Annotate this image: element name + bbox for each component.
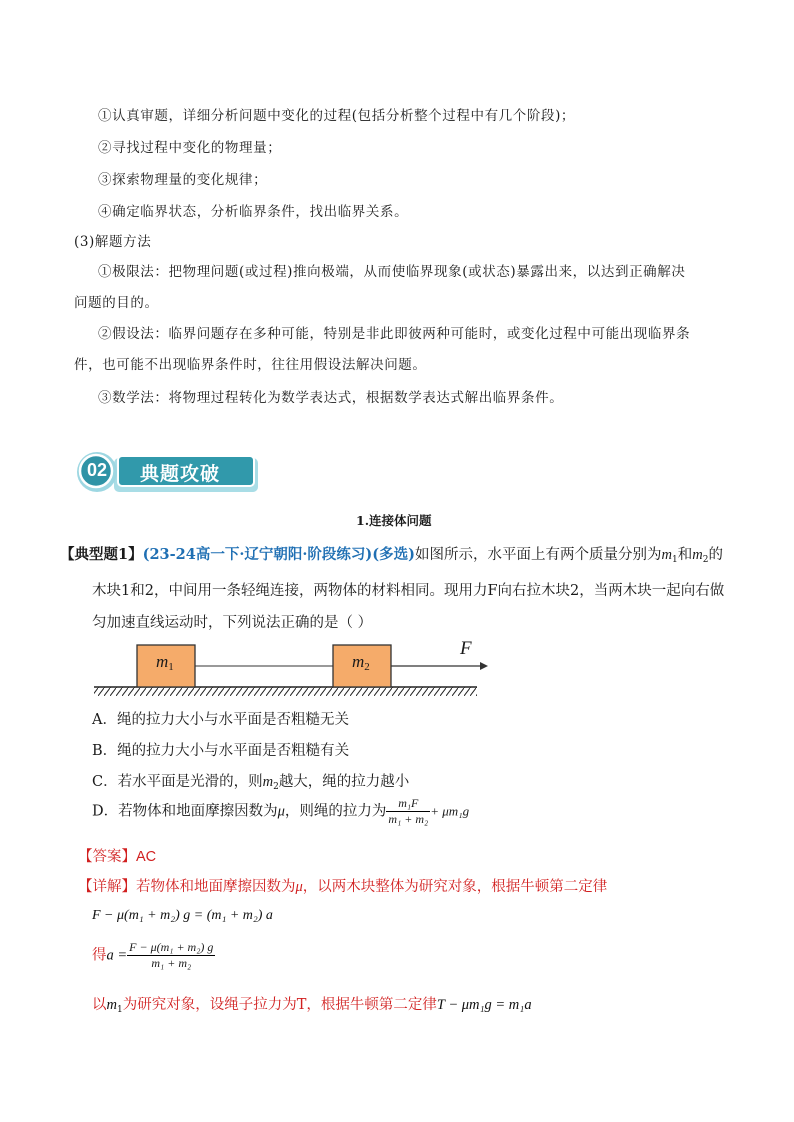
method-3: ③数学法：将物理过程转化为数学表达式，根据数学表达式解出临界条件。 xyxy=(98,390,564,406)
equation-3: T − μm₁g = m₁a xyxy=(436,997,532,1013)
question-line-3: 匀加速直线运动时，下列说法正确的是（ ） xyxy=(92,615,373,631)
block-2-sub: 2 xyxy=(364,661,370,673)
solution-get: 得 xyxy=(92,947,107,964)
step-1: ①认真审题，详细分析问题中变化的过程(包括分析整个过程中有几个阶段)； xyxy=(98,108,576,124)
question-tag: 【典型题1】 xyxy=(60,546,143,563)
option-c xyxy=(92,770,409,792)
option-d-tail: + μm₁g xyxy=(430,803,470,819)
arrow-head xyxy=(480,662,488,670)
answer-label: 【答案】 xyxy=(78,849,136,865)
step-4: ④确定临界状态，分析临界条件，找出临界关系。 xyxy=(98,204,409,220)
solution-line-4-b: 为研究对象，设绳子拉力为T，根据牛顿第二定律 xyxy=(122,997,437,1013)
section-title: 典题攻破 xyxy=(140,463,221,485)
solution-line-1 xyxy=(78,875,607,896)
method-2-line-2: 件，也可能不出现临界条件时，往往用假设法解决问题。 xyxy=(74,357,427,373)
section-badge xyxy=(76,451,262,497)
option-d-denominator: m₁ + m₂ xyxy=(388,812,429,826)
force-label: F xyxy=(460,638,472,659)
solution-text-a: 若物体和地面摩擦因数为 xyxy=(136,879,296,895)
option-c-var: m xyxy=(262,774,274,790)
option-d xyxy=(92,796,469,827)
equation-2-denominator: m₁ + m₂ xyxy=(151,956,192,970)
solution-text-b: ，以两木块整体为研究对象，根据牛顿第二定律 xyxy=(302,879,608,895)
solution-line-4 xyxy=(92,993,532,1015)
question-line-2: 木块1和2，中间用一条轻绳连接，两物体的材料相同。现用力F向右拉木块2，当两木块一起向右做 xyxy=(92,583,725,599)
ground-hatch xyxy=(94,687,477,696)
equation-2-fraction xyxy=(127,940,215,971)
option-c-post: 越大，绳的拉力越小 xyxy=(278,774,410,790)
question-line-1 xyxy=(60,543,723,565)
solution-line-4-a: 以 xyxy=(92,997,107,1013)
subtitle: 1.连接体问题 xyxy=(356,513,432,528)
block-1-label xyxy=(156,652,174,673)
option-b: B．绳的拉力大小与水平面是否粗糙有关 xyxy=(92,743,350,759)
block-1-var: m xyxy=(156,652,169,671)
equation-2 xyxy=(92,940,215,971)
question-source: (23-24高一下·辽宁朝阳·阶段练习)(多选) xyxy=(142,546,416,563)
blocks-figure xyxy=(92,640,492,700)
option-d-mu: μ xyxy=(277,803,285,820)
option-d-pre: D．若物体和地面摩擦因数为 xyxy=(92,803,278,820)
answer-value: AC xyxy=(136,849,157,865)
question-m1: m xyxy=(661,547,672,563)
solution-label: 【详解】 xyxy=(78,879,136,895)
question-m1-sub: 1 xyxy=(672,555,678,565)
question-text-1-end: 的 xyxy=(708,547,723,563)
option-d-mid: ，则绳的拉力为 xyxy=(284,803,387,820)
question-text-1: 如图所示，水平面上有两个质量分别为 xyxy=(415,547,662,563)
step-3: ③探索物理量的变化规律； xyxy=(98,172,268,188)
question-m2: m xyxy=(692,547,703,563)
option-a: A．绳的拉力大小与水平面是否粗糙无关 xyxy=(92,712,349,728)
step-2: ②寻找过程中变化的物理量； xyxy=(98,140,282,156)
option-c-pre: C．若水平面是光滑的，则 xyxy=(92,774,263,790)
equation-2-lhs: a = xyxy=(106,947,128,964)
block-2-label xyxy=(352,652,370,673)
solution-line-4-sub: 1 xyxy=(116,1005,123,1015)
method-2-line-1: ②假设法：临界问题存在多种可能，特别是非此即彼两种可能时，或变化过程中可能出现临界条 xyxy=(98,326,691,342)
answer-line xyxy=(78,845,156,866)
equation-2-numerator: F − μ(m₁ + m₂) g xyxy=(129,940,214,954)
question-m2-sub: 2 xyxy=(702,555,709,565)
equation-1: F − μ(m₁ + m₂) g = (m₁ + m₂) a xyxy=(92,908,273,923)
option-c-sub: 2 xyxy=(273,782,279,792)
option-d-fraction xyxy=(386,796,430,827)
method-1-line-2: 问题的目的。 xyxy=(74,295,159,311)
methods-heading: (3)解题方法 xyxy=(74,234,152,250)
question-and: 和 xyxy=(677,547,693,563)
block-2-var: m xyxy=(352,652,365,671)
block-1-sub: 1 xyxy=(168,661,174,673)
section-number: 02 xyxy=(86,460,108,480)
solution-mu: μ xyxy=(295,879,303,895)
option-d-numerator: m₁F xyxy=(386,796,430,812)
method-1-line-1: ①极限法：把物理问题(或过程)推向极端，从而使临界现象(或状态)暴露出来，以达到正确解决 xyxy=(98,264,686,280)
solution-line-4-m: m xyxy=(106,997,117,1013)
figure xyxy=(92,640,492,700)
